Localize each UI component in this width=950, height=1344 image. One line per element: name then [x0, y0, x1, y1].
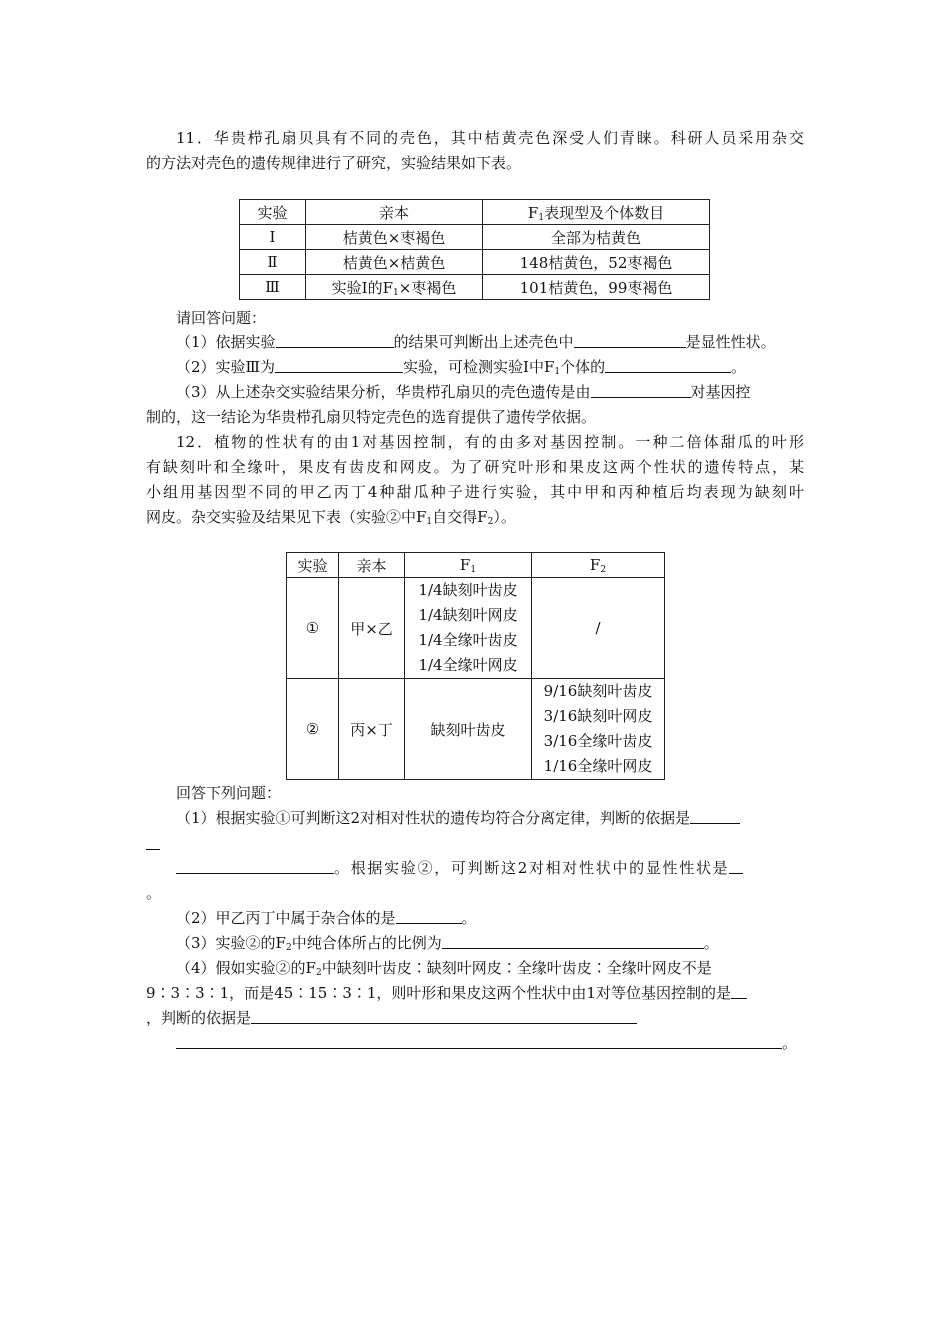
header-f2: $F_2$ [532, 553, 665, 578]
q11-prompt: 请回答问题： [176, 309, 267, 327]
list-item: 1/4全缘叶网皮 [418, 656, 518, 674]
answer-blank[interactable] [605, 358, 731, 373]
table-row [287, 679, 665, 780]
q12-question-1-end: 。 [146, 884, 162, 902]
answer-blank[interactable] [690, 809, 740, 824]
q12-question-4-cont: 9∶3∶3∶1，而是45∶15∶3∶1，则叶形和果皮这两个性状中由1对等位基因控制的是 [146, 983, 747, 1003]
cell-result: 全部为桔黄色 [483, 225, 710, 250]
cell-exp: ① [287, 578, 339, 679]
q12-question-4-end: 。 [176, 1033, 797, 1053]
answer-blank[interactable] [574, 333, 686, 348]
list-item: 1/4全缘叶齿皮 [418, 631, 518, 649]
cell-parent: 桔黄色×枣褐色 [306, 225, 483, 250]
table-row [240, 225, 710, 250]
q12-question-4-basis: ，判断的依据是 [146, 1008, 637, 1028]
header-f1: $F_1$ [405, 553, 532, 578]
cell-exp: Ⅰ [240, 225, 306, 250]
answer-blank[interactable] [176, 1034, 782, 1049]
answer-blank[interactable] [276, 333, 394, 348]
table-row [240, 275, 710, 300]
q12-question-3: （3）实验②的$F_2$中纯合体所占的比例为 。 [176, 934, 719, 953]
table-header-row [240, 200, 710, 225]
answer-blank[interactable] [396, 909, 462, 924]
header-exp: 实验 [240, 200, 306, 225]
q11-line1: 11．华贵栉孔扇贝具有不同的壳色，其中桔黄壳色深受人们青睐。科研人员采用杂交 [176, 129, 804, 147]
q12-question-1: （1）根据实验①可判断这2对相对性状的遗传均符合分离定律，判断的依据是 [176, 808, 740, 828]
q11-table [239, 199, 710, 300]
header-exp: 实验 [287, 553, 339, 578]
cell-parent: 实验Ⅰ的$F_1\times$枣褐色 [306, 275, 483, 300]
answer-blank[interactable] [176, 859, 334, 874]
q12-line2: 有缺刻叶和全缘叶，果皮有齿皮和网皮。为了研究叶形和果皮这两个性状的遗传特点，某 [146, 458, 804, 476]
cell-f2 [532, 679, 665, 780]
q12-question-2: （2）甲乙丙丁中属于杂合体的是 。 [176, 909, 477, 927]
header-parent: 亲本 [306, 200, 483, 225]
cell-parent: 桔黄色×桔黄色 [306, 250, 483, 275]
answer-blank[interactable] [731, 984, 747, 999]
header-parent: 亲本 [339, 553, 405, 578]
cell-parent: 甲×乙 [339, 578, 405, 679]
cell-exp: ② [287, 679, 339, 780]
q12-line1: 12．植物的性状有的由1对基因控制，有的由多对基因控制。一种二倍体甜瓜的叶形 [176, 433, 804, 451]
table-header-row [287, 553, 665, 578]
cell-exp: Ⅱ [240, 250, 306, 275]
q11-line2: 的方法对壳色的遗传规律进行了研究，实验结果如下表。 [146, 154, 522, 172]
q11-question-3-cont: 制的，这一结论为华贵栉孔扇贝特定壳色的选育提供了遗传学依据。 [146, 408, 597, 426]
cell-result: 101桔黄色，99枣褐色 [483, 275, 710, 300]
list-item: 3/16全缘叶齿皮 [543, 732, 653, 750]
q12-prompt: 回答下列问题： [176, 784, 282, 802]
cell-f1 [405, 578, 532, 679]
list-item: 3/16缺刻叶网皮 [543, 707, 653, 725]
list-item: 1/4缺刻叶齿皮 [418, 581, 518, 599]
q11-question-2: （2）实验Ⅲ为 实验，可检测实验Ⅰ中$F_1$个体的 。 [176, 358, 747, 377]
list-item: 1/16全缘叶网皮 [543, 757, 653, 775]
header-f1: $F_1$表现型及个体数目 [483, 200, 710, 225]
cell-exp: Ⅲ [240, 275, 306, 300]
q12-table [286, 552, 665, 780]
answer-blank[interactable] [251, 1009, 637, 1024]
q12-question-4: （4）假如实验②的$F_2$中缺刻叶齿皮∶缺刻叶网皮∶全缘叶齿皮∶全缘叶网皮不是 [176, 959, 712, 978]
q11-question-3: （3）从上述杂交实验结果分析，华贵栉孔扇贝的壳色遗传是由 对基因控 [176, 383, 751, 401]
answer-blank[interactable] [146, 835, 160, 850]
answer-blank[interactable] [591, 383, 691, 398]
q12-question-1-cont: 。根据实验②，可判断这2对相对性状中的显性性状是 [176, 858, 743, 878]
list-item: 1/4缺刻叶网皮 [418, 606, 518, 624]
answer-blank[interactable] [442, 934, 704, 949]
cell-f1: 缺刻叶齿皮 [405, 679, 532, 780]
cell-parent: 丙×丁 [339, 679, 405, 780]
answer-blank[interactable] [729, 859, 743, 874]
table-row [240, 250, 710, 275]
list-item: 9/16缺刻叶齿皮 [543, 682, 653, 700]
answer-blank[interactable] [275, 358, 403, 373]
q11-question-1: （1）依据实验 的结果可判断出上述壳色中 是显性性状。 [176, 333, 776, 351]
cell-f2: / [532, 578, 665, 679]
q12-line4: 网皮。杂交实验及结果见下表（实验②中$F_1$自交得$F_2$）。 [146, 508, 516, 527]
table-row [287, 578, 665, 679]
q12-question-1-wrap [146, 834, 160, 854]
cell-result: 148桔黄色，52枣褐色 [483, 250, 710, 275]
q12-line3: 小组用基因型不同的甲乙丙丁4种甜瓜种子进行实验，其中甲和丙种植后均表现为缺刻叶 [146, 483, 804, 501]
